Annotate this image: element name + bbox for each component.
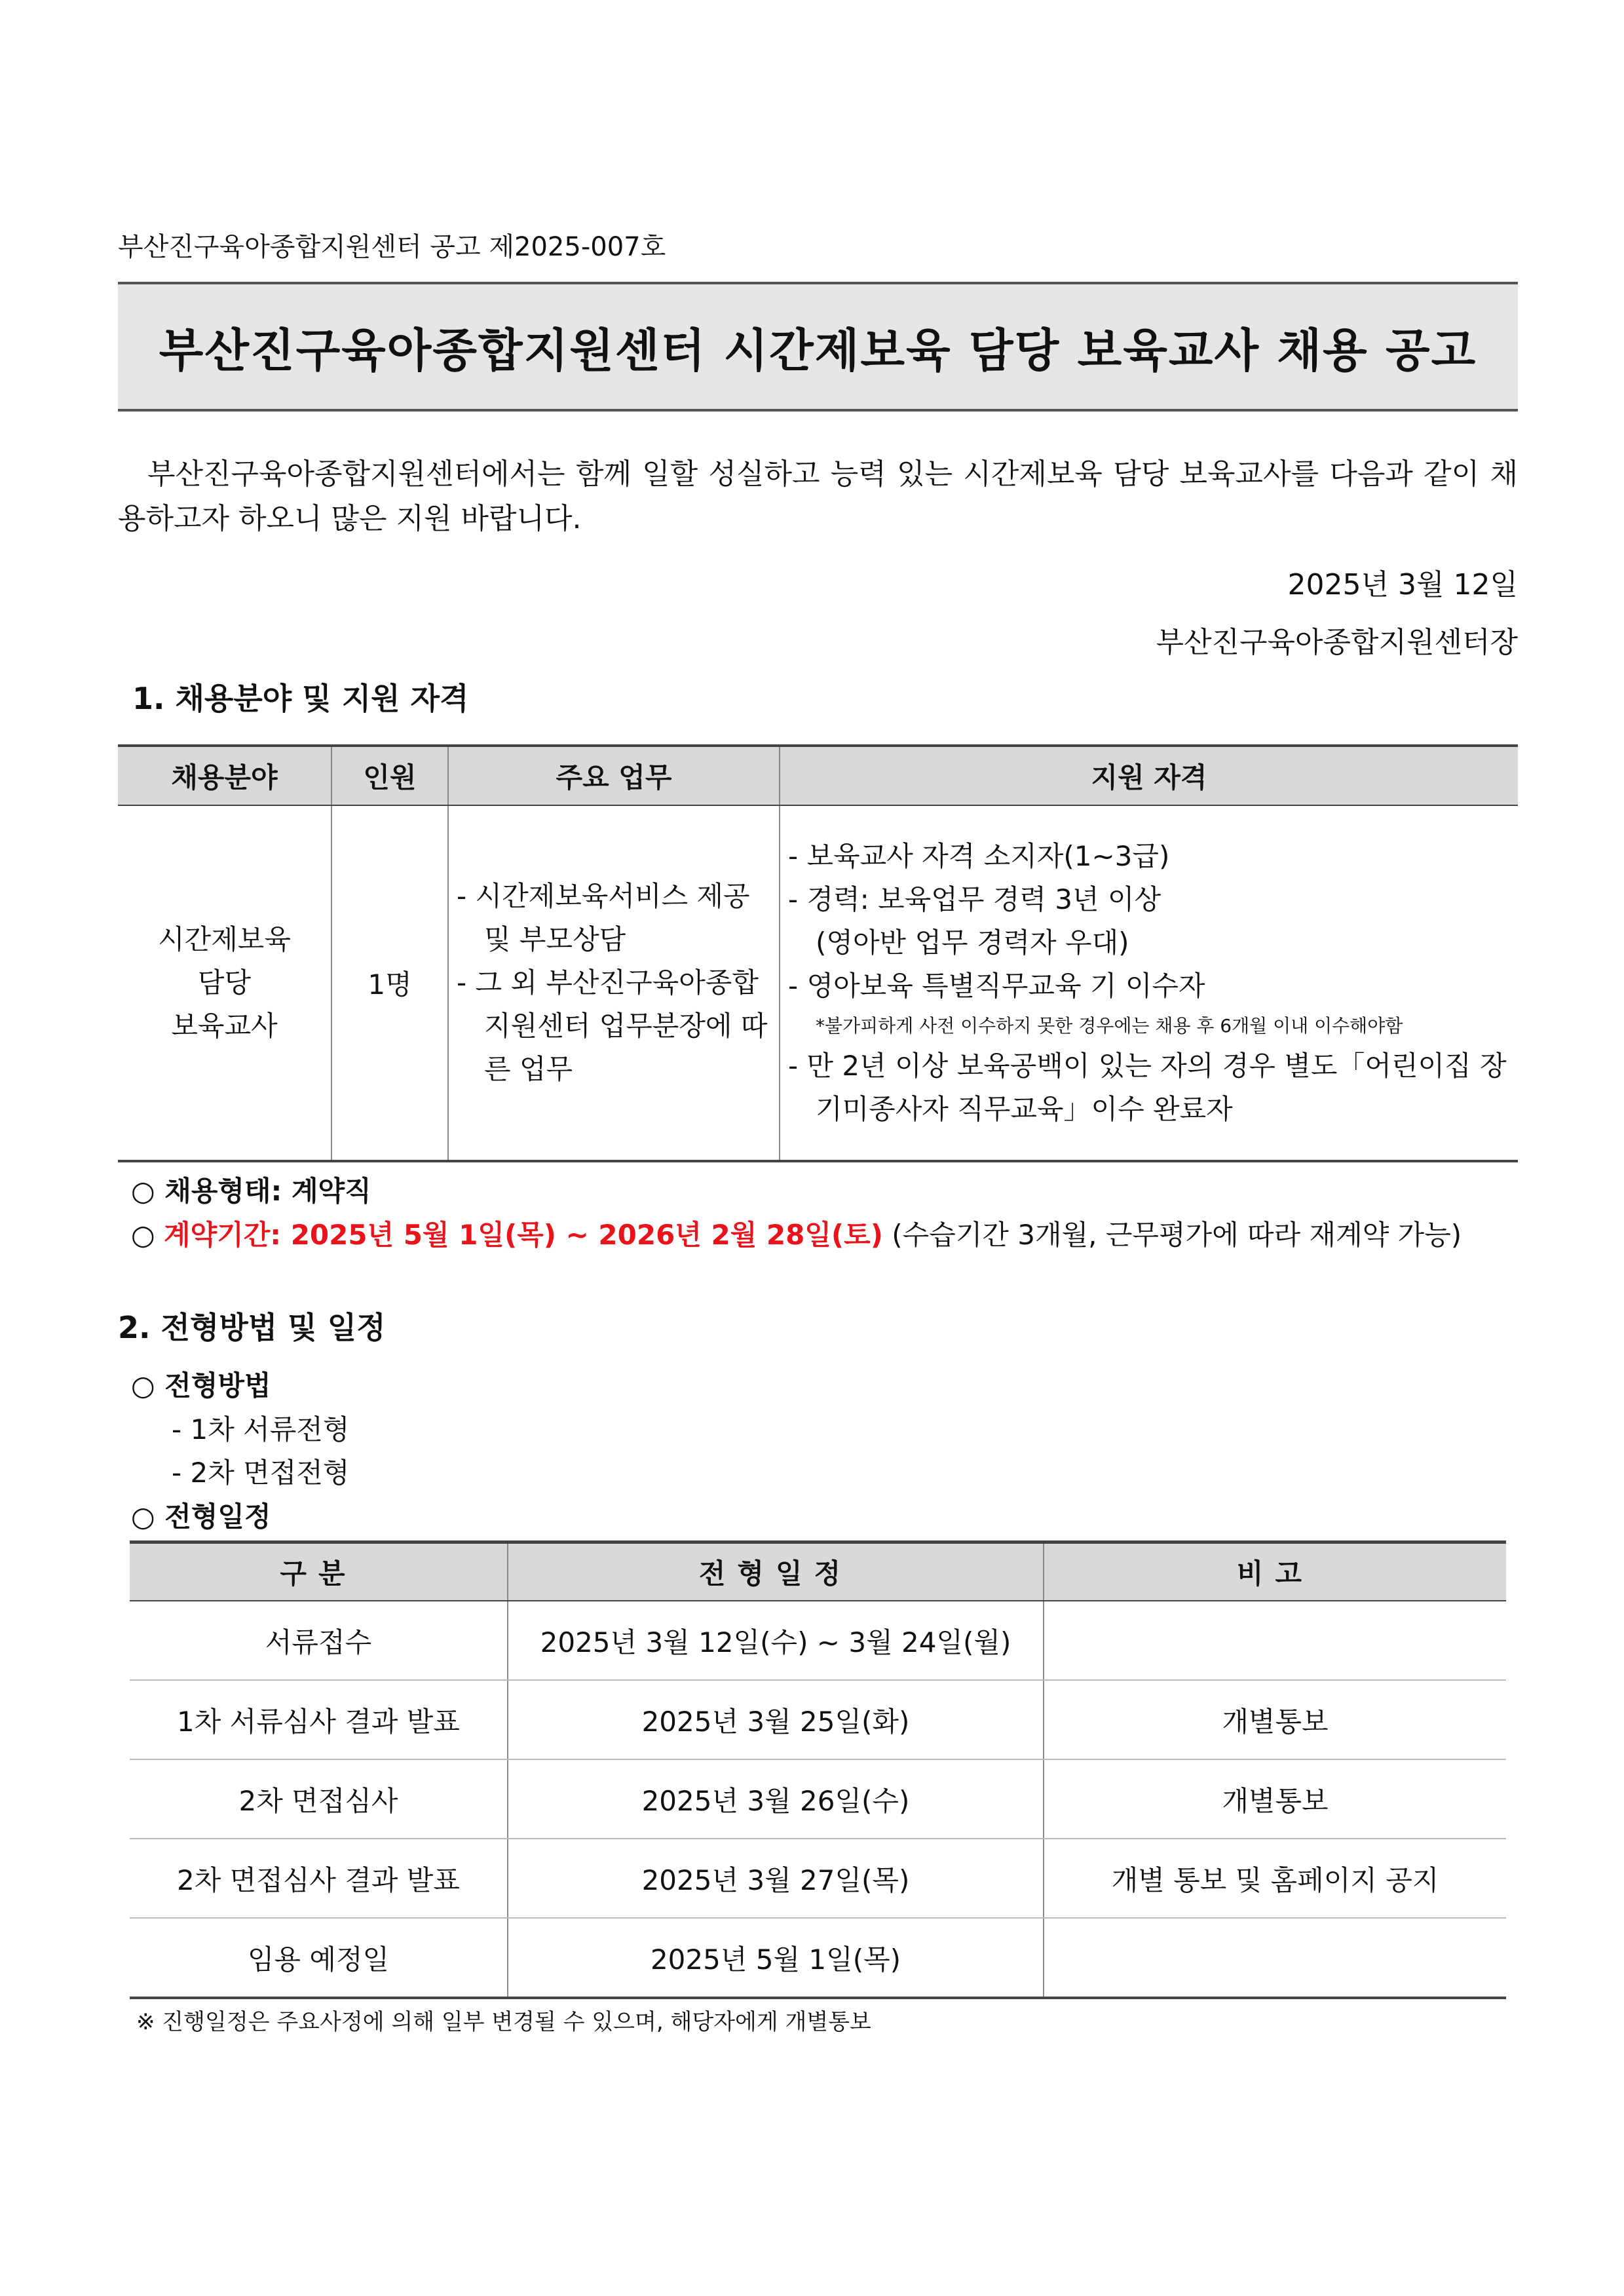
qualifications-cell: [780, 805, 1518, 1161]
header-item: 구분: [130, 1542, 508, 1601]
header-duties: 주요 업무: [448, 746, 780, 805]
intro-paragraph: 부산진구육아종합지원센터에서는 함께 일할 성실하고 능력 있는 시간제보육 담당 보육교사를 다음과 같이 채용하고자 하오니 많은 지원 바랍니다.: [118, 457, 1518, 535]
section2-heading: 2. 전형방법 및 일정: [118, 1310, 386, 1345]
header-note: 비고: [1044, 1542, 1506, 1601]
schedule-date: 2025년 3월 12일(수) ~ 3월 24일(월): [508, 1601, 1044, 1680]
field-cell: [118, 805, 331, 1161]
duty-item: - 시간제보육서비스 제공 및 부모상담: [457, 880, 750, 955]
schedule-item: 임용 예정일: [130, 1918, 508, 1998]
header-count: 인원: [331, 746, 448, 805]
footnote: ※ 진행일정은 주요사정에 의해 일부 변경될 수 있으며, 해당자에게 개별통보: [136, 2009, 871, 2035]
field-line: 시간제보육: [158, 923, 291, 955]
qualification-note: *불가피하게 사전 이수하지 못한 경우에는 채용 후 6개월 이내 이수해야함: [816, 1015, 1403, 1037]
field-line: 담당: [197, 966, 252, 999]
field-line: 보육교사: [171, 1010, 278, 1042]
schedule-table: [130, 1540, 1506, 1999]
table-row: [130, 1918, 1506, 1998]
notice-number: 부산진구육아종합지원센터 공고 제2025-007호: [118, 232, 666, 262]
schedule-date: 2025년 3월 25일(화): [508, 1680, 1044, 1759]
schedule-label: ○ 전형일정: [131, 1501, 271, 1533]
bullet: ○: [131, 1219, 164, 1251]
schedule-date: 2025년 5월 1일(목): [508, 1918, 1044, 1998]
contract-period-note: (수습기간 3개월, 근무평가에 따라 재계약 가능): [882, 1219, 1462, 1251]
header-qualifications: 지원 자격: [780, 746, 1518, 805]
method-label: ○ 전형방법: [131, 1369, 271, 1402]
recruitment-table: [118, 744, 1518, 1162]
schedule-date: 2025년 3월 26일(수): [508, 1759, 1044, 1839]
schedule-item: 2차 면접심사 결과 발표: [130, 1839, 508, 1918]
duty-item: - 그 외 부산진구육아종합지원센터 업무분장에 따른 업무: [457, 966, 768, 1085]
header-field: 채용분야: [118, 746, 331, 805]
schedule-note: 개별 통보 및 홈페이지 공지: [1044, 1839, 1506, 1918]
schedule-note: 개별통보: [1044, 1759, 1506, 1839]
schedule-note: [1044, 1918, 1506, 1998]
schedule-note: 개별통보: [1044, 1680, 1506, 1759]
notice-date: 2025년 3월 12일: [1287, 568, 1518, 602]
issuer-name: 부산진구육아종합지원센터장: [1156, 626, 1518, 659]
schedule-date: 2025년 3월 27일(목): [508, 1839, 1044, 1918]
schedule-item: 1차 서류심사 결과 발표: [130, 1680, 508, 1759]
schedule-item: 서류접수: [130, 1601, 508, 1680]
qualification-item: - 만 2년 이상 보육공백이 있는 자의 경우 별도「어린이집 장기미종사자 직무교육」이수 완료자: [788, 1050, 1507, 1125]
qualification-item: - 보육교사 자격 소지자(1~3급): [788, 840, 1170, 872]
employment-type: ○ 채용형태: 계약직: [131, 1175, 371, 1207]
contract-period-dates: 계약기간: 2025년 5월 1일(목) ~ 2026년 2월 28일(토): [164, 1219, 883, 1251]
qualification-item: - 경력: 보육업무 경력 3년 이상: [788, 883, 1161, 915]
schedule-note: [1044, 1601, 1506, 1680]
contract-period: [131, 1214, 1462, 1253]
qualification-item: - 영아보육 특별직무교육 기 이수자: [788, 970, 1205, 1002]
header-date: 전형일정: [508, 1542, 1044, 1601]
table-row: [130, 1680, 1506, 1759]
section1-heading: 1. 채용분야 및 지원 자격: [132, 681, 469, 716]
table-row: [130, 1601, 1506, 1680]
table-row: [130, 1759, 1506, 1839]
method-item: - 1차 서류전형: [172, 1413, 350, 1445]
qualification-item: (영아반 업무 경력자 우대): [816, 927, 1129, 959]
duties-cell: [448, 805, 780, 1161]
count-cell: 1명: [331, 805, 448, 1161]
method-item: - 2차 면접전형: [172, 1457, 350, 1489]
page-title: 부산진구육아종합지원센터 시간제보육 담당 보육교사 채용 공고: [118, 282, 1518, 411]
table-row: [130, 1839, 1506, 1918]
schedule-item: 2차 면접심사: [130, 1759, 508, 1839]
